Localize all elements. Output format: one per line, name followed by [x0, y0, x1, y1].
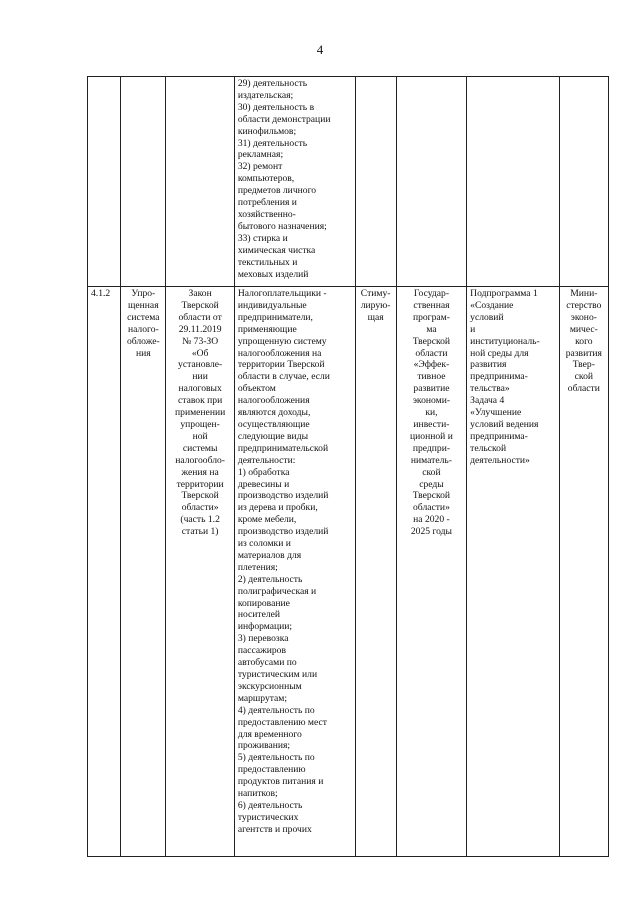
tax-benefits-table: [87, 76, 609, 857]
page-number: 4: [316, 42, 324, 57]
cell-number: 4.1.2: [88, 287, 121, 857]
cell-payers: 29) деятельность издательская; 30) деятельность в области демонстрации кинофильмов; 31) деятельность рекламная; 32) ремонт компьютеров, предметов личного потребления и хозяйственно- бытового назначения; 33) стирка и химическая чистка текстильных и меховых изделий: [234, 77, 355, 287]
cell-program: [396, 77, 466, 287]
table-row: [88, 287, 609, 857]
cell-program: Государ- ственная програм- ма Тверской области «Эффек- тивное развитие экономи- ки, инвести- ционной и предпри- ниматель- ской среды Тверской области» на 2020 - 2025 годы: [396, 287, 466, 857]
cell-law: [166, 77, 234, 287]
cell-benefit-type: Стиму- лирую- щая: [355, 287, 396, 857]
cell-benefit-type: [355, 77, 396, 287]
cell-subprogram: Подпрограмма 1 «Создание условий и институциональ- ной среды для развития предпринима- тельства» Задача 4 «Улучшение условий ведения предпринима- тельской деятельности»: [467, 287, 560, 857]
cell-subprogram: [467, 77, 560, 287]
cell-law: Закон Тверской области от 29.11.2019 № 73-ЗО «Об установле- нии налоговых ставок при применении упрощен- ной системы налогообло- жения на территории Тверской области» (часть 1.2 статьи 1): [166, 287, 234, 857]
cell-payers: Налогоплательщики - индивидуальные предприниматели, применяющие упрощенную систему налогообложения на территории Тверской области в случае, если объектом налогообложения являются доходы, осуществляющие следующие виды предпринимательской деятельности: 1) обработка древесины и производство изделий из дерева и пробки, кроме мебели, производство изделий из соломки и материалов для плетения; 2) деятельность полиграфическая и копирование носителей информации; 3) перевозка пассажиров автобусами по туристическим или экскурсионным маршрутам; 4) деятельность по предоставлению мест для временного проживания; 5) деятельность по предоставлению продуктов питания и напитков; 6) деятельность туристических агентств и прочих: [234, 287, 355, 857]
cell-ministry: [559, 77, 608, 287]
cell-tax-name: [121, 77, 166, 287]
cell-ministry: Мини- стерство эконо- мичес- кого развития Твер- ской области: [559, 287, 608, 857]
table-row: [88, 77, 609, 287]
cell-tax-name: Упро- щенная система налого- обложе- ния: [121, 287, 166, 857]
cell-number: [88, 77, 121, 287]
